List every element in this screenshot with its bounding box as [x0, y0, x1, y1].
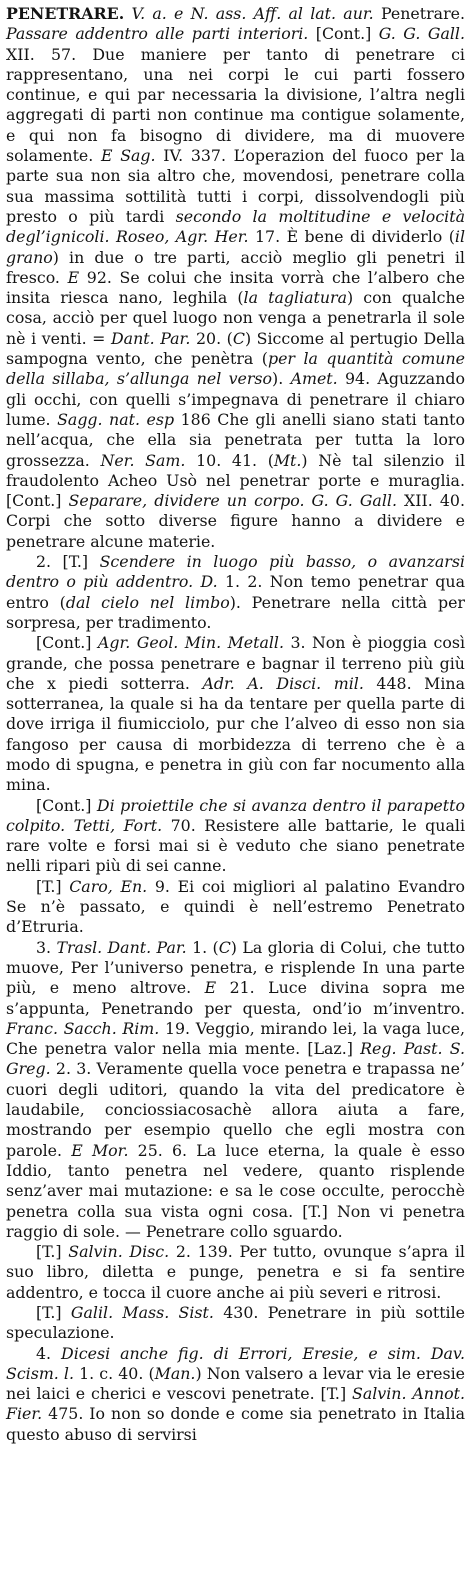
body-text: 10. 41. ( [185, 450, 274, 470]
entry-paragraph [6, 552, 465, 633]
entry-paragraph [6, 4, 465, 552]
body-text: 4. [36, 1343, 62, 1363]
body-text: 430. Penetrare in più sottile speculazione. [6, 1303, 466, 1343]
body-text: ) con qualche cosa, acciò per quel luogo non venga a penetrarla il sole nè i venti. = [6, 288, 466, 348]
entry-paragraph [6, 796, 465, 877]
italic-text: C [218, 937, 231, 957]
entry-paragraph [6, 938, 465, 1242]
body-text: IV. 337. L’operazion del fuoco per la parte sua non sia altro che, movendosi, penetrare colla sua massima sottilità tutti i corpi, dissolvendogli più presto o più tardi [6, 146, 465, 226]
italic-text: Dicesi anche fig. di Errori, Eresie, e sim. Dav. Scism. l. [6, 1343, 466, 1383]
body-text: 9. Ei coi migliori al palatino Evandro Se n’è passato, e quindi è nell’estremo Penetrato d’Etruria. [6, 876, 465, 937]
body-text: 2. 3. Veramente quella voce penetra e trapassa ne’ cuori degli uditori, quando la vita del predicatore è laudabile, conciossiacosachè allora aiuta a fare, mostrando per esempio quello che egli mostra con parole. [6, 1059, 465, 1160]
body-text: 20. ( [190, 328, 233, 348]
entry-paragraph [6, 1303, 465, 1344]
italic-text: Franc. Sacch. Rim. [6, 1018, 160, 1038]
italic-text: dal cielo nel limbo [65, 592, 230, 612]
body-text: ). Penetrare nella città per sorpresa, per tradimento. [6, 592, 465, 632]
headword: PENETRARE. [6, 4, 125, 23]
body-text: 1. 2. Non temo penetrar qua entro ( [6, 572, 465, 612]
body-text: XII. 57. Due maniere per tanto di penetrare ci rappresentano, una nei corpi le cui parti fossero continue, e qui par necessaria la divisione, l’altra negli aggregati di parti non continue ma contigue solamente, e qui non fa bisogno di dividere, ma di muovere solamente. [6, 44, 465, 166]
body-text: 17. È bene di dividerlo ( [248, 227, 455, 247]
body-text: [Cont.] [36, 633, 98, 653]
body-text: XII. 40. Corpi che sotto diverse figure hanno a dividere e penetrare alcune materie. [6, 491, 465, 551]
italic-text: Salvin. Disc. [68, 1242, 170, 1262]
italic-text: C [232, 328, 245, 348]
italic-text: Reg. Past. S. Greg. [6, 1039, 465, 1079]
body-text: [Cont.] [308, 24, 379, 44]
body-text: 94. Aguzzando gli occhi, con quelli s’impegnava di penetrare il chiaro lume. [6, 369, 465, 429]
body-text: [T.] [36, 1242, 69, 1262]
italic-text: Agr. Geol. Min. Metall. [97, 633, 284, 653]
italic-text: Trasl. Dant. Par. [56, 937, 187, 957]
entry-paragraph [6, 1344, 465, 1445]
italic-text: Galil. Mass. Sist. [70, 1303, 214, 1322]
italic-text: G. G. Gall. [378, 24, 465, 44]
entry-paragraph [6, 633, 465, 795]
body-text: 25. 6. La luce eterna, la quale è esso Iddio, tanto penetra nel vedere, quanto risplende senz’aver mai mutazione: e sa le cose occulte, perocchè penetra colla sua vista ogni cosa. [T.] Non vi penetra raggio di sole. — Penetrare collo sguardo. [6, 1140, 465, 1241]
italic-text: Ner. Sam. [100, 450, 186, 470]
body-text: 92. Se colui che insita vorrà che l’albero che insita riesca nano, leghila ( [6, 267, 465, 308]
italic-text: E Sag. [100, 146, 156, 166]
body-text: [T.] [36, 876, 70, 896]
body-text: [T.] [36, 1303, 71, 1322]
body-text: 3. Non è pioggia così grande, che possa penetrare e bagnar il terreno più giù che x piedi sotterra. [6, 633, 466, 693]
italic-text: Separare, dividere un corpo. G. G. Gall. [68, 491, 397, 511]
dictionary-entry-penetrare [6, 4, 465, 1445]
body-text: 448. Mina sotterranea, la quale si ha da tentare per quella parte di dove irriga il fiumicciolo, pur che l’alveo di esso non sia fangoso per causa di morbidezza di terreno che è a modo di spugna, e penetra in giù con far nocumento alla mina. [6, 673, 465, 795]
italic-text: Passare addentro alle parti interiori. [6, 24, 309, 44]
italic-text: E [204, 978, 217, 998]
italic-text: il grano [6, 227, 466, 267]
body-text: 475. Io non so donde e come sia penetrato in Italia questo abuso di servirsi [6, 1404, 465, 1444]
italic-text: Salvin. Annot. Fier. [6, 1384, 466, 1424]
body-text: Penetrare. [373, 4, 465, 23]
body-text: [Cont.] [36, 795, 97, 815]
italic-text: Sagg. nat. esp [57, 409, 175, 429]
italic-text: secondo la moltitudine e velocità degl’ignicoli. Roseo, Agr. Her. [6, 206, 465, 247]
italic-text: Man. [154, 1363, 196, 1383]
italic-text: Adr. A. Disci. mil. [202, 673, 364, 693]
entry-paragraph [6, 1242, 465, 1303]
body-text: 186 Che gli anelli siano stati tanto nell’acqua, che ella sia penetrata per tutta la loro grossezza. [6, 409, 465, 470]
body-text: 3. [36, 937, 57, 957]
italic-text: la tagliatura [243, 288, 347, 308]
italic-text: Dant. Par. [111, 328, 191, 348]
body-text: ) Siccome al pertugio Della sampogna vento, che penètra ( [6, 328, 466, 369]
body-text: ) in due o tre parti, acciò meglio gli penetri il fresco. [6, 247, 465, 287]
italic-text: Scendere in luogo più basso, o avanzarsi dentro o più addentro. D. [6, 552, 465, 592]
body-text: ) La gloria di Colui, che tutto muove, Per l’universo penetra, e risplende In una parte più, e meno altrove. [6, 937, 466, 998]
italic-text: Di proiettile che si avanza dentro il parapetto colpito. Tetti, Fort. [6, 795, 465, 835]
body-text: ). [272, 369, 291, 389]
italic-text: Caro, En. [69, 876, 148, 896]
italic-text: per la quantità comune della sillaba, s’allunga nel verso [6, 349, 466, 389]
italic-text: Amet. [290, 369, 338, 389]
body-text: 2. [T.] [36, 552, 100, 572]
body-text: 2. 139. Per tutto, ovunque s’apra il suo libro, diletta e punge, penetra e si fa sentire addentro, e tocca il cuore anche ai più severi e ritrosi. [6, 1242, 465, 1302]
italic-text: Mt. [273, 450, 302, 470]
body-text: 1. c. 40. ( [74, 1363, 155, 1383]
body-text: ) Nè tal silenzio il fraudolento Acheo Usò nel penetrar porte e muraglia. [Cont.] [6, 450, 465, 511]
italic-text: E [67, 267, 80, 287]
body-text: ) Non valsero a levar via le eresie nei laici e cherici e vescovi penetrate. [T.] [6, 1363, 466, 1404]
body-text: 70. Resistere alle battarie, le quali rare volte e forsi mai si è veduto che siano penetrate nelli ripari più di sei canne. [6, 815, 465, 876]
body-text: 1. ( [186, 937, 219, 957]
entry-paragraph [6, 877, 465, 938]
body-text: 19. Veggio, mirando lei, la vaga luce, Che penetra valor nella mia mente. [Laz.] [6, 1018, 465, 1059]
italic-text: E Mor. [71, 1140, 129, 1160]
italic-text: V. a. e N. ass. Aff. al lat. aur. [131, 4, 374, 23]
body-text: 21. Luce divina sopra me s’appunta, Penetrando per questa, ond’io m’inventro. [6, 978, 465, 1018]
